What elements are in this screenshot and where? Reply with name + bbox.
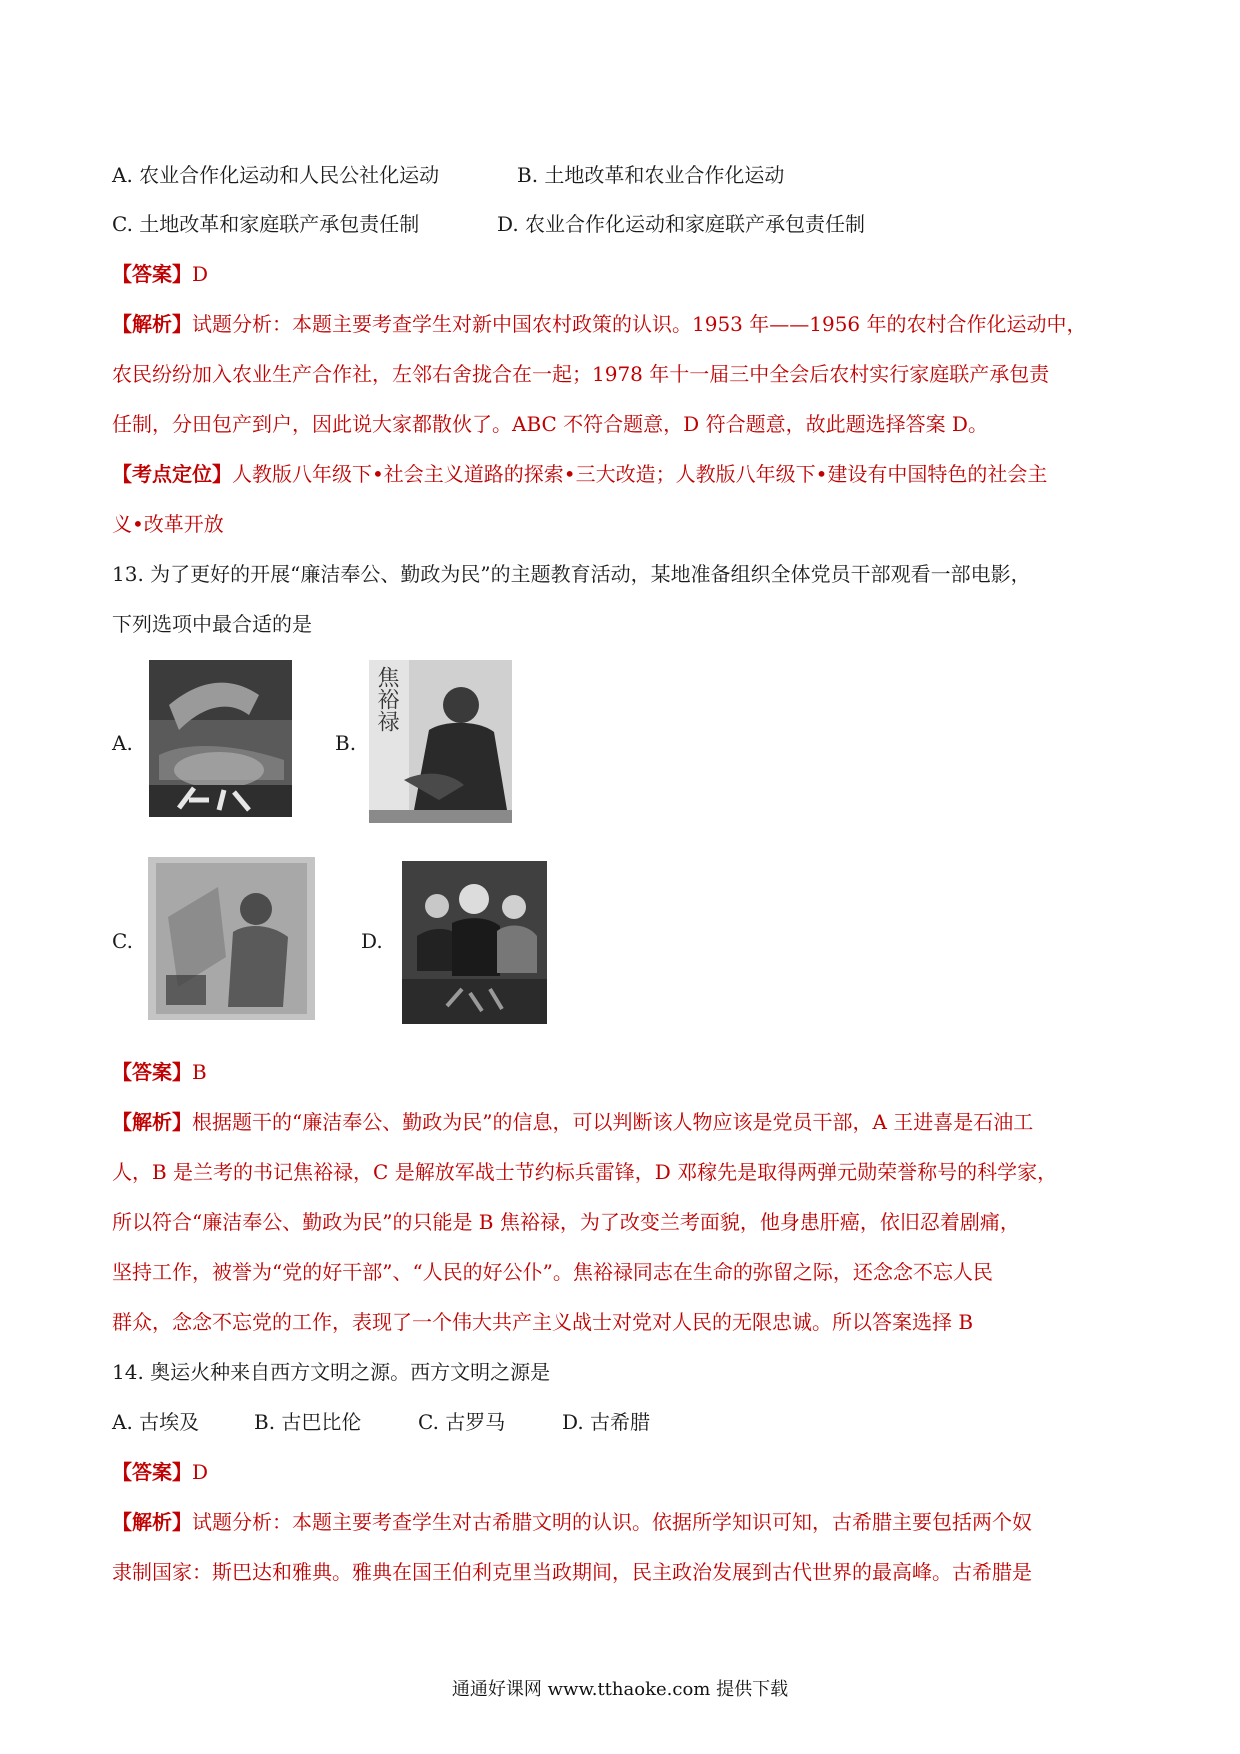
answer-value: B bbox=[192, 1060, 207, 1084]
analysis-tag: 【解析】 bbox=[112, 312, 192, 336]
q13-analysis-line-5: 群众，念念不忘党的工作，表现了一个伟大共产主义战士对党对人民的无限忠诚。所以答案选择 B bbox=[112, 1310, 974, 1334]
analysis-tag: 【解析】 bbox=[112, 1110, 192, 1134]
q13-stem-line-1: 13. 为了更好的开展“廉洁奉公、勤政为民”的主题教育活动，某地准备组织全体党员干部观看一部电影， bbox=[112, 562, 1031, 586]
q12-option-b: B. 土地改革和农业合作化运动 bbox=[517, 163, 785, 187]
q12-options-row-1 bbox=[112, 162, 784, 188]
q13-analysis-line-1 bbox=[112, 1109, 1033, 1135]
q13-option-a-label: A. bbox=[112, 731, 133, 755]
q12-analysis-line-1 bbox=[112, 311, 1087, 337]
q14-stem: 14. 奥运火种来自西方文明之源。西方文明之源是 bbox=[112, 1360, 551, 1384]
q12-option-c: C. 土地改革和家庭联产承包责任制 bbox=[112, 212, 420, 236]
analysis-text: 试题分析：本题主要考查学生对新中国农村政策的认识。1953 年——1956 年的农村合作化运动中， bbox=[192, 312, 1087, 336]
q12-option-a: A. 农业合作化运动和人民公社化运动 bbox=[112, 163, 440, 187]
poster-a-image bbox=[149, 660, 292, 817]
q13-analysis-line-4: 坚持工作，被誉为“党的好干部”、“人民的好公仆”。焦裕禄同志在生命的弥留之际，还念念不忘人民 bbox=[112, 1260, 993, 1284]
q14-analysis-line-2: 隶制国家：斯巴达和雅典。雅典在国王伯利克里当政期间，民主政治发展到古代世界的最高峰。古希腊是 bbox=[112, 1560, 1032, 1584]
q14-option-c: C. 古罗马 bbox=[418, 1410, 506, 1434]
answer-tag: 【答案】 bbox=[112, 1060, 192, 1084]
answer-value: D bbox=[192, 262, 209, 286]
q13-option-c-label: C. bbox=[112, 929, 133, 953]
analysis-text: 试题分析：本题主要考查学生对古希腊文明的认识。依据所学知识可知，古希腊主要包括两个奴 bbox=[192, 1510, 1032, 1534]
q12-answer bbox=[112, 261, 208, 287]
page-footer: 通通好课网 www.tthaoke.com 提供下载 bbox=[451, 1679, 789, 1700]
q13-stem-line-2: 下列选项中最合适的是 bbox=[112, 612, 312, 636]
q12-kaodian-line-2: 义•改革开放 bbox=[112, 512, 224, 536]
answer-tag: 【答案】 bbox=[112, 1460, 192, 1484]
q14-analysis-line-1 bbox=[112, 1509, 1032, 1535]
kaodian-text: 人教版八年级下•社会主义道路的探索•三大改造；人教版八年级下•建设有中国特色的社会主 bbox=[232, 462, 1048, 486]
poster-c-image bbox=[148, 857, 315, 1020]
q14-option-a: A. 古埃及 bbox=[112, 1410, 200, 1434]
q12-option-d: D. 农业合作化运动和家庭联产承包责任制 bbox=[497, 212, 866, 236]
q13-analysis-line-3: 所以符合“廉洁奉公、勤政为民”的只能是 B 焦裕禄，为了改变兰考面貌，他身患肝癌，依旧忍着剧痛， bbox=[112, 1210, 1020, 1234]
q13-option-b-label: B. bbox=[335, 731, 357, 755]
q13-option-d-label: D. bbox=[361, 929, 383, 953]
analysis-tag: 【解析】 bbox=[112, 1510, 192, 1534]
q12-options-row-2 bbox=[112, 211, 865, 237]
q14-option-d: D. 古希腊 bbox=[562, 1410, 651, 1434]
answer-value: D bbox=[192, 1460, 209, 1484]
q14-option-b: B. 古巴比伦 bbox=[254, 1410, 362, 1434]
poster-b-image bbox=[369, 660, 512, 823]
q12-analysis-line-2: 农民纷纷加入农业生产合作社，左邻右舍拢合在一起；1978 年十一届三中全会后农村实行家庭联产承包责 bbox=[112, 362, 1050, 386]
poster-b-title: 焦裕禄 bbox=[374, 666, 399, 732]
q13-analysis-line-2: 人，B 是兰考的书记焦裕禄，C 是解放军战士节约标兵雷锋，D 邓稼先是取得两弹元勋荣誉称号的科学家， bbox=[112, 1160, 1058, 1184]
q12-kaodian-line-1 bbox=[112, 461, 1047, 487]
kaodian-tag: 【考点定位】 bbox=[112, 462, 232, 486]
q14-options bbox=[112, 1409, 650, 1435]
poster-d-image bbox=[402, 861, 547, 1024]
answer-tag: 【答案】 bbox=[112, 262, 192, 286]
analysis-text: 根据题干的“廉洁奉公、勤政为民”的信息，可以判断该人物应该是党员干部，A 王进喜是石油工 bbox=[192, 1110, 1034, 1134]
q13-answer bbox=[112, 1059, 207, 1085]
q14-answer bbox=[112, 1459, 208, 1485]
q12-analysis-line-3: 任制，分田包产到户，因此说大家都散伙了。ABC 不符合题意，D 符合题意，故此题选择答案 D。 bbox=[112, 412, 988, 436]
